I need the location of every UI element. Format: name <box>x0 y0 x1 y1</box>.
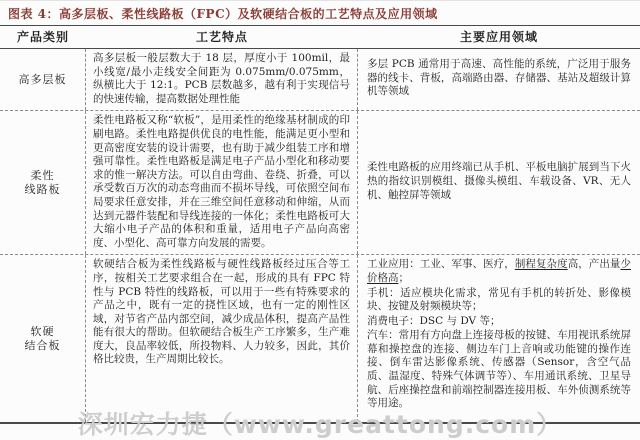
category-cell-rigid-flex <box>0 255 86 422</box>
application-paragraph-consumer <box>367 315 631 329</box>
header-process-features: 工艺特点 <box>195 30 248 44</box>
application-text: 柔性电路板的应用终端已从手机、平板电脑扩展到当下火热的指纹识别模组、摄像头模组、车载设备、VR、无人机、触控屏等领域 <box>367 161 631 201</box>
process-cell-multilayer <box>86 49 358 110</box>
application-text: 汽车：常用有方向盘上连接母板的按键、车用视讯系统屏幕和操控盘的连接、侧边车门上音响或功能键的操作连接、倒车雷达影像系统、传感器（Sensor，含空气品质、温湿度、特殊气体调节等）、车用通讯系统、卫星导航、后座操控盘和前端控制器连接用板、车外侦测系统等等用途。 <box>367 329 631 410</box>
application-text: ； <box>398 271 409 284</box>
application-paragraph-industrial <box>367 258 631 285</box>
process-cell-flexible <box>86 111 358 254</box>
application-text-underlined: 少价格高 <box>367 258 631 284</box>
application-text: 手机：适应模块化需求，常见有手机的转折处、影像模块、按键及射频模块等； <box>367 286 631 313</box>
process-cell-rigid-flex <box>86 255 358 422</box>
category-label: 高多层板 <box>18 72 67 86</box>
table-header-row <box>0 26 640 49</box>
application-paragraph <box>367 58 631 99</box>
application-text: 工业应用：工业、军事、医疗， <box>367 258 515 271</box>
applications-cell-multilayer <box>358 49 640 110</box>
application-paragraph-automotive <box>367 329 631 411</box>
figure-title: 图表 4：高多层板、柔性线路板（FPC）及软硬结合板的工艺特点及应用领域 <box>0 1 640 26</box>
application-paragraph-mobile <box>367 287 631 314</box>
category-label-line2: 线路板 <box>24 182 61 196</box>
header-product-category: 产品类别 <box>16 30 69 44</box>
category-label-line1: 软硬 <box>30 325 55 339</box>
table-row-rigid-flex <box>0 255 640 422</box>
category-label-line1: 柔性 <box>30 169 55 183</box>
application-text: 消费电子：DSC 与 DV 等； <box>367 314 501 327</box>
applications-cell-rigid-flex <box>358 255 640 422</box>
category-cell-multilayer <box>0 49 86 110</box>
applications-cell-flexible <box>358 111 640 254</box>
header-main-applications: 主要应用领域 <box>459 30 538 44</box>
application-text: 高，产出量 <box>567 258 621 271</box>
application-text-underlined: 制程复杂度 <box>514 258 568 271</box>
table-row-flexible-pcb <box>0 111 640 255</box>
application-paragraph <box>367 161 631 202</box>
application-text: 多层 PCB 通常用于高速、高性能的系统，广泛用于服务器的线卡、背板，高端路由器、存储器、基站及超级计算机等领域 <box>367 58 631 98</box>
category-label-line2: 结合板 <box>24 338 61 352</box>
table-row-hdi-multilayer <box>0 49 640 111</box>
category-cell-flexible <box>0 111 86 254</box>
figure-table <box>0 26 640 424</box>
watermark: 深圳宏力捷（www.greattong.com） <box>77 410 563 439</box>
process-text: 高多层板一般层数大于 18 层，厚度小于 100mil，最小线宽/最小走线安全间距为 0.075mm/0.075mm，纵横比大于 12:1。PCB 层数越多，越有利于实现信号的快速传输，提高数据处理性能 <box>93 52 350 105</box>
process-text: 柔性电路板又称“软板”，是用柔性的绝缘基材制成的印刷电路。柔性电路提供优良的电性能，能满足更小型和更高密度安装的设计需要，也有助于减少组装工序和增强可靠性。柔性电路板是满足电子产品小型化和移动要求的惟一解决方法。可以自由弯曲、卷绕、折叠，可以承受数百万次的动态弯曲而不损坏导线，可依照空间布局要求任意安排，并在三维空间任意移动和伸缩，从而达到元器件装配和导线连接的一体化；柔性电路板可大大缩小电子产品的体积和重量，适用电子产品向高密度、小型化、高可靠方向发展的需要。 <box>93 114 350 249</box>
process-text: 软硬结合板为柔性线路板与硬性线路板经过压合等工序，按相关工艺要求组合在一起，形成的具有 FPC 特性与 PCB 特性的线路板，可以用于一些有特殊要求的产品之中，既有一定的挠性区域，也有一定的刚性区域，对节省产品内部空间，减少成品体积，提高产品性能有很大的帮助。但软硬结合板生产工序繁多，生产难度大，良品率较低，所投物料、人力较多，因此，其价格比较贵，生产周期比较长。 <box>93 258 350 366</box>
